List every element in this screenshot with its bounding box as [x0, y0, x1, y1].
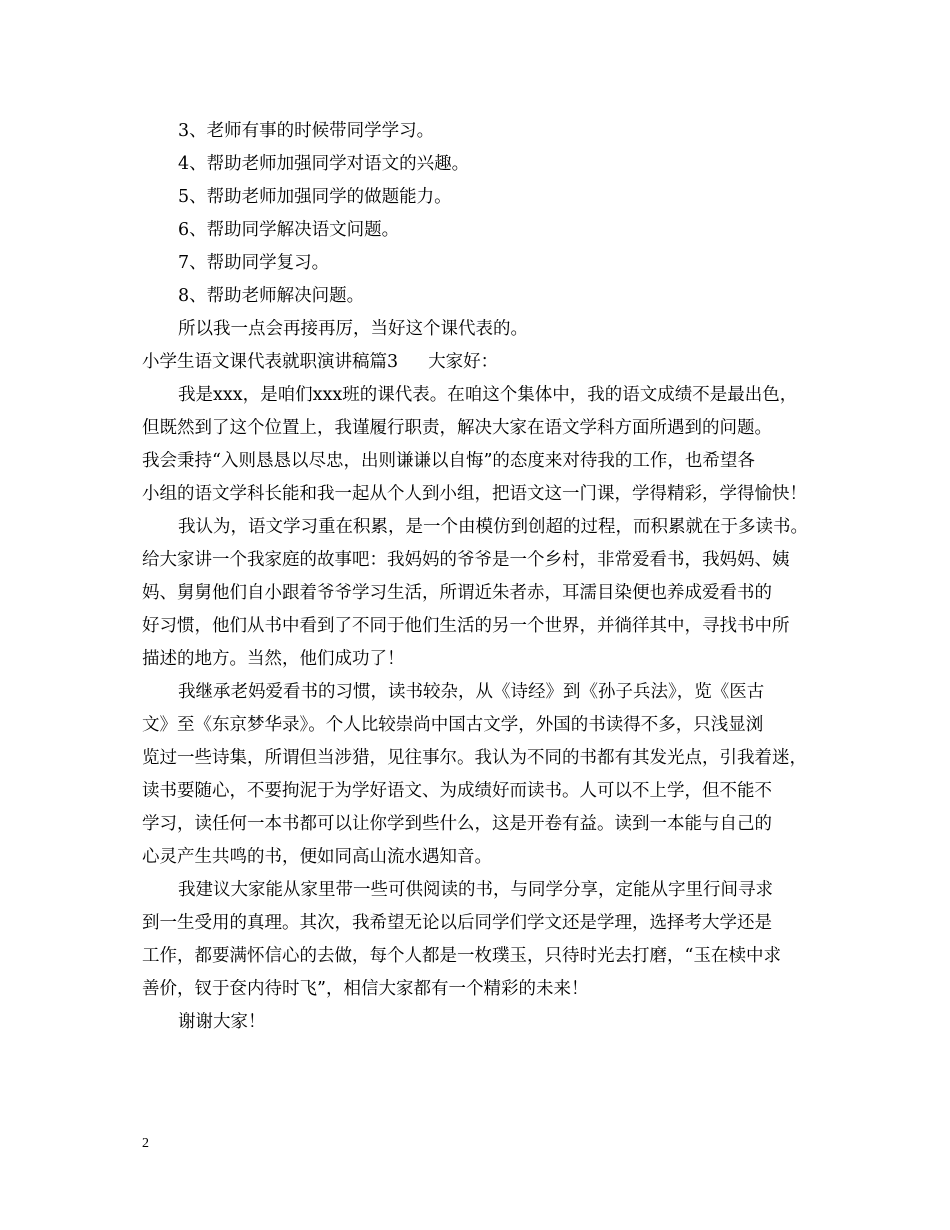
- paragraph-line: 善价，钗于奁内待时飞”，相信大家都有一个精彩的未来！: [142, 979, 589, 999]
- paragraph-2: [142, 511, 822, 676]
- greeting: 大家好：: [428, 352, 499, 372]
- list-item: 4、帮助老师加强同学对语文的兴趣。: [178, 154, 470, 174]
- paragraph-line: 好习惯，他们从书中看到了不同于他们生活的另一个世界，并徜徉其中，寻找书中所: [142, 616, 790, 636]
- section-heading: [142, 346, 822, 379]
- list-item: 5、帮助老师加强同学的做题能力。: [178, 187, 452, 207]
- paragraph-1: [142, 379, 822, 511]
- paragraph-line: 读书要随心，不要拘泥于为学好语文、为成绩好而读书。人可以不上学，但不能不: [142, 781, 772, 801]
- closing-sentence: 所以我一点会再接再厉，当好这个课代表的。: [178, 319, 528, 339]
- paragraph-line: 小组的语文学科长能和我一起从个人到小组，把语文这一门课，学得精彩，学得愉快！: [142, 484, 807, 504]
- paragraph-line: 工作，都要满怀信心的去做，每个人都是一枚璞玉，只待时光去打磨，“玉在椟中求: [142, 946, 781, 966]
- paragraph-line: 我是xxx，是咱们xxx班的课代表。在咱这个集体中，我的语文成绩不是最出色，: [178, 385, 798, 405]
- paragraph-3: [142, 676, 822, 874]
- document-body: [142, 115, 822, 1039]
- paragraph-line: 给大家讲一个我家庭的故事吧：我妈妈的爷爷是一个乡村，非常爱看书，我妈妈、姨: [142, 550, 790, 570]
- paragraph-line: 心灵产生共鸣的书，便如同高山流水遇知音。: [142, 847, 492, 867]
- paragraph-line: 我继承老妈爱看书的习惯，读书较杂，从《诗经》到《孙子兵法》，览《医古: [178, 682, 765, 702]
- paragraph-line: 妈、舅舅他们自小跟着爷爷学习生活，所谓近朱者赤，耳濡目染便也养成爱看书的: [142, 583, 772, 603]
- paragraph-line: 我会秉持“入则恳恳以尽忠，出则谦谦以自悔”的态度来对待我的工作，也希望各: [142, 451, 755, 471]
- paragraph-line: 学习，读任何一本书都可以让你学到些什么，这是开卷有益。读到一本能与自己的: [142, 814, 772, 834]
- paragraph-line: 但既然到了这个位置上，我谨履行职责，解决大家在语文学科方面所遇到的问题。: [142, 418, 772, 438]
- paragraph-line: 到一生受用的真理。其次，我希望无论以后同学们学文还是学理，选择考大学还是: [142, 913, 772, 933]
- list-item: 7、帮助同学复习。: [178, 253, 330, 273]
- list-item: 3、老师有事的时候带同学学习。: [178, 121, 435, 141]
- paragraph-line: 描述的地方。当然，他们成功了！: [142, 649, 405, 669]
- paragraph-4: [142, 874, 822, 1006]
- paragraph-line: 我认为，语文学习重在积累，是一个由模仿到创超的过程，而积累就在于多读书。: [178, 517, 808, 537]
- list-item: 6、帮助同学解决语文问题。: [178, 220, 400, 240]
- page-number: 2: [142, 1136, 149, 1151]
- paragraph-line: 我建议大家能从家里带一些可供阅读的书，与同学分享，定能从字里行间寻求: [178, 880, 773, 900]
- section-title: 小学生语文课代表就职演讲稿篇3: [142, 352, 399, 372]
- list-item: 8、帮助老师解决问题。: [178, 286, 365, 306]
- paragraph-line: 览过一些诗集，所谓但当涉猎，见往事尔。我认为不同的书都有其发光点，引我着迷，: [142, 748, 807, 768]
- paragraph-line: 文》至《东京梦华录》。个人比较崇尚中国古文学，外国的书读得不多，只浅显浏: [142, 715, 764, 735]
- thanks-line: 谢谢大家！: [178, 1012, 266, 1032]
